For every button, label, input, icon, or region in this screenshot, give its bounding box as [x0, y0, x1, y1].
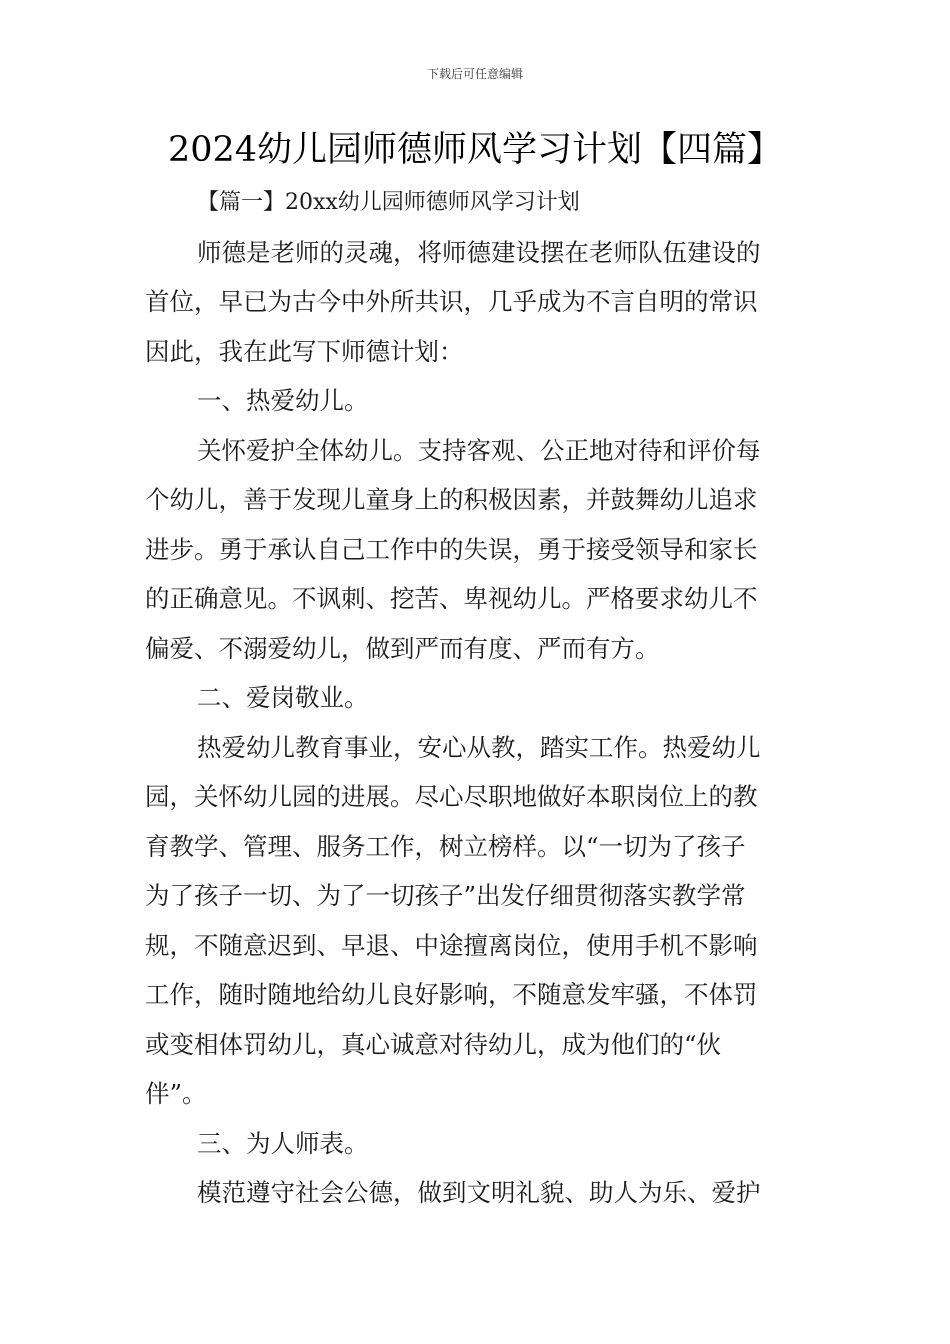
body-text: [145, 178, 807, 1218]
text-line: 工作，随时随地给幼儿良好影响，不随意发牢骚，不体罚: [145, 980, 758, 1009]
text-line: 伴”。: [145, 1079, 207, 1108]
text-line: 三、为人师表。: [197, 1128, 369, 1158]
text-line: 师德是老师的灵魂，将师德建设摆在老师队伍建设的: [197, 237, 761, 267]
text-line: 的正确意见。不讽刺、挖苦、卑视幼儿。严格要求幼儿不: [145, 584, 758, 613]
text-line: 首位，早已为古今中外所共识，几乎成为不言自明的常识: [145, 287, 758, 316]
text-line: 因此，我在此写下师德计划：: [145, 336, 464, 366]
text-line: 模范遵守社会公德，做到文明礼貌、助人为乐、爱护: [197, 1178, 761, 1207]
text-line: 为了孩子一切、为了一切孩子”出发仔细贯彻落实教学常: [145, 881, 746, 910]
text-line: 偏爱、不溺爱幼儿，做到严而有度、严而有方。: [145, 633, 660, 663]
section-subtitle: 【篇一】20xx幼儿园师德师风学习计划: [197, 190, 580, 215]
text-line: 个幼儿，善于发现儿童身上的积极因素，并鼓舞幼儿追求: [145, 485, 758, 514]
text-line: 二、爱岗敬业。: [197, 683, 369, 712]
text-line: 一、热爱幼儿。: [197, 386, 369, 415]
text-line: 热爱幼儿教育事业，安心从教，踏实工作。热爱幼儿: [197, 732, 761, 762]
text-line: 或变相体罚幼儿，真心诚意对待幼儿，成为他们的“伙: [145, 1029, 722, 1059]
text-line: 关怀爱护全体幼儿。支持客观、公正地对待和评价每: [197, 435, 761, 465]
text-line: 规，不随意迟到、早退、中途擅离岗位，使用手机不影响: [145, 930, 758, 960]
header-note: 下载后可任意编辑: [426, 67, 523, 81]
text-line: 育教学、管理、服务工作，树立榜样。以“一切为了孩子: [145, 831, 746, 861]
text-line: 园，关怀幼儿园的进展。尽心尽职地做好本职岗位上的教: [145, 782, 758, 811]
document-title: 2024幼儿园师德师风学习计划【四篇】: [167, 130, 783, 170]
text-line: 进步。勇于承认自己工作中的失误，勇于接受领导和家长: [145, 534, 758, 564]
